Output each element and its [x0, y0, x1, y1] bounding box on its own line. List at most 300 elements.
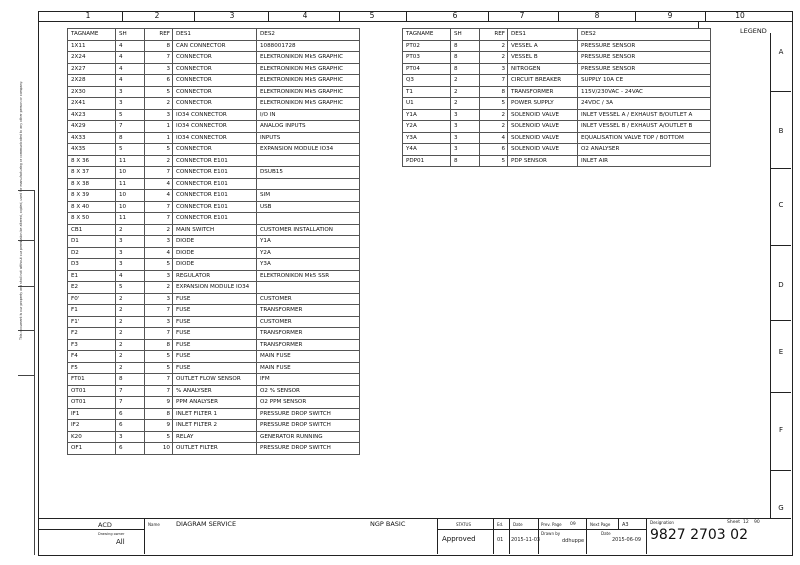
- table-cell: CONNECTOR E101: [173, 213, 257, 225]
- row-separator: [770, 91, 791, 92]
- column-header: SH: [451, 29, 480, 41]
- table-cell: 2: [480, 52, 508, 64]
- table-cell: CONNECTOR: [173, 63, 257, 75]
- table-cell: CUSTOMER INSTALLATION: [257, 224, 360, 236]
- table-cell: SOLENOID VALVE: [508, 109, 578, 121]
- table-cell: 2: [116, 316, 145, 328]
- row-separator: [770, 470, 791, 471]
- table-cell: 3: [116, 86, 145, 98]
- row-letter: D: [778, 281, 784, 289]
- drawing-name: DIAGRAM SERVICE: [176, 520, 237, 528]
- table-cell: CONNECTOR E101: [173, 178, 257, 190]
- table-cell: 1: [145, 121, 173, 133]
- table-row: [68, 305, 360, 317]
- table-cell: 7: [145, 167, 173, 179]
- table-cell: F1: [68, 305, 116, 317]
- table-cell: IO34 CONNECTOR: [173, 121, 257, 133]
- sheet-total: 90: [754, 520, 760, 525]
- row-letter: B: [778, 127, 784, 135]
- table-cell: PRESSURE SENSOR: [578, 52, 711, 64]
- table-cell: MAIN FUSE: [257, 362, 360, 374]
- table-cell: 8 X 36: [68, 155, 116, 167]
- table-row: [68, 190, 360, 202]
- date2-value: 2015-06-09: [612, 537, 642, 543]
- table-cell: INPUTS: [257, 132, 360, 144]
- table-cell: 2: [451, 98, 480, 110]
- table-cell: Y1A: [403, 109, 451, 121]
- table-row: [68, 328, 360, 340]
- table-cell: 4: [145, 190, 173, 202]
- table-cell: 5: [145, 431, 173, 443]
- table-row: [68, 132, 360, 144]
- table-cell: 5: [116, 109, 145, 121]
- table-cell: ELEKTRONIKON Mk5 SSR: [257, 270, 360, 282]
- table-cell: [257, 155, 360, 167]
- table-cell: 1: [145, 132, 173, 144]
- table-cell: PRESSURE SENSOR: [578, 40, 711, 52]
- table-cell: Y3A: [257, 259, 360, 271]
- table-cell: 8: [451, 52, 480, 64]
- table-cell: 2: [116, 351, 145, 363]
- table-cell: 3: [145, 293, 173, 305]
- table-cell: CONNECTOR E101: [173, 167, 257, 179]
- ruler-line: [38, 21, 698, 22]
- edition-label: Ed.: [497, 522, 504, 527]
- table-cell: Y1A: [257, 236, 360, 248]
- table-cell: E2: [68, 282, 116, 294]
- table-cell: NITROGEN: [508, 63, 578, 75]
- table-row: [68, 213, 360, 225]
- table-cell: PRESSURE DROP SWITCH: [257, 443, 360, 455]
- table-row: [68, 236, 360, 248]
- table-row: [403, 52, 711, 64]
- table-cell: 4: [116, 40, 145, 52]
- table-cell: 4X35: [68, 144, 116, 156]
- table-cell: 7: [145, 52, 173, 64]
- table-cell: DIODE: [173, 236, 257, 248]
- drawing-owner: All: [116, 538, 125, 546]
- table-cell: 7: [116, 397, 145, 409]
- table-cell: 2X28: [68, 75, 116, 87]
- table-cell: 3: [451, 132, 480, 144]
- table-cell: 2: [451, 86, 480, 98]
- table-row: [68, 98, 360, 110]
- table-cell: CONNECTOR E101: [173, 190, 257, 202]
- table-cell: POWER SUPPLY: [508, 98, 578, 110]
- table-cell: TRANSFORMER: [257, 305, 360, 317]
- table-cell: PRESSURE SENSOR: [578, 63, 711, 75]
- table-cell: 2: [480, 109, 508, 121]
- row-separator: [770, 168, 791, 169]
- table-cell: 1X11: [68, 40, 116, 52]
- table-cell: 3: [145, 270, 173, 282]
- column-header: TAGNAME: [403, 29, 451, 41]
- column-header: DES2: [257, 29, 360, 41]
- table-cell: F3: [68, 339, 116, 351]
- table-cell: 3: [116, 236, 145, 248]
- table-cell: SUPPLY 10A CE: [578, 75, 711, 87]
- table-cell: K20: [68, 431, 116, 443]
- table-cell: 8: [116, 374, 145, 386]
- table-cell: 9: [145, 420, 173, 432]
- column-number: 1: [85, 11, 91, 20]
- table-cell: INLET FILTER 1: [173, 408, 257, 420]
- table-header-row: [68, 29, 360, 41]
- row-ruler-line: [770, 33, 771, 518]
- table-cell: 2: [480, 40, 508, 52]
- table-cell: 7: [116, 121, 145, 133]
- table-row: [68, 144, 360, 156]
- table-cell: 2: [116, 293, 145, 305]
- table-cell: FT01: [68, 374, 116, 386]
- table-cell: 8 X 40: [68, 201, 116, 213]
- table-cell: F2: [68, 328, 116, 340]
- table-cell: MAIN FUSE: [257, 351, 360, 363]
- column-number: 6: [452, 11, 458, 20]
- table-cell: [257, 178, 360, 190]
- table-cell: 4X33: [68, 132, 116, 144]
- table-cell: PT03: [403, 52, 451, 64]
- edition-value: 01: [497, 537, 504, 543]
- table-cell: CB1: [68, 224, 116, 236]
- table-cell: 5: [145, 86, 173, 98]
- next-page-label: Next Page: [590, 522, 611, 527]
- table-cell: 4: [145, 247, 173, 259]
- table-cell: 8 X 50: [68, 213, 116, 225]
- table-cell: 24VDC / 3A: [578, 98, 711, 110]
- table-cell: 6: [116, 408, 145, 420]
- project-name: NGP BASIC: [370, 520, 406, 528]
- table-cell: 4: [145, 178, 173, 190]
- table-cell: 9: [145, 397, 173, 409]
- table-row: [68, 178, 360, 190]
- table-header-row: [403, 29, 711, 41]
- table-cell: 2: [116, 328, 145, 340]
- table-cell: 5: [145, 351, 173, 363]
- table-cell: 8: [480, 86, 508, 98]
- table-cell: 1088001728: [257, 40, 360, 52]
- sheet-label: Sheet: [727, 520, 741, 525]
- table-row: [68, 293, 360, 305]
- table-cell: VESSEL B: [508, 52, 578, 64]
- table-cell: 4: [116, 75, 145, 87]
- table-cell: CONNECTOR: [173, 52, 257, 64]
- table-row: [68, 420, 360, 432]
- sheet-number: 12: [743, 520, 749, 525]
- table-cell: ELEKTRONIKON Mk5 GRAPHIC: [257, 86, 360, 98]
- date2-label: Date: [601, 531, 611, 536]
- table-cell: 7: [145, 201, 173, 213]
- table-cell: 7: [145, 305, 173, 317]
- table-cell: CONNECTOR: [173, 75, 257, 87]
- column-separator: [705, 11, 706, 21]
- row-letter: G: [778, 504, 784, 512]
- table-cell: 2X30: [68, 86, 116, 98]
- table-cell: 3: [451, 109, 480, 121]
- legend-label: LEGEND: [740, 27, 767, 35]
- table-cell: PRESSURE DROP SWITCH: [257, 408, 360, 420]
- table-cell: 7: [145, 374, 173, 386]
- table-cell: RELAY: [173, 431, 257, 443]
- table-row: [68, 259, 360, 271]
- table-row: [68, 408, 360, 420]
- table-cell: 115V/230VAC - 24VAC: [578, 86, 711, 98]
- table-row: [68, 75, 360, 87]
- table-cell: 4: [116, 63, 145, 75]
- table-cell: 7: [116, 385, 145, 397]
- table-cell: PT04: [403, 63, 451, 75]
- column-number: 8: [594, 11, 600, 20]
- table-cell: 3: [145, 109, 173, 121]
- table-cell: 8: [145, 339, 173, 351]
- table-cell: 8: [451, 63, 480, 75]
- table-cell: ELEKTRONIKON Mk5 GRAPHIC: [257, 63, 360, 75]
- table-cell: D3: [68, 259, 116, 271]
- drawn-by-value: ddhuppe: [562, 538, 585, 544]
- table-cell: CONNECTOR: [173, 144, 257, 156]
- row-letter: A: [778, 48, 784, 56]
- table-cell: INLET AIR: [578, 155, 711, 167]
- table-cell: 2: [116, 224, 145, 236]
- table-cell: MAIN SWITCH: [173, 224, 257, 236]
- table-cell: INLET FILTER 2: [173, 420, 257, 432]
- column-separator: [488, 11, 489, 21]
- table-cell: 8: [116, 132, 145, 144]
- table-cell: CONNECTOR: [173, 98, 257, 110]
- row-letter: C: [778, 201, 784, 209]
- table-cell: 7: [145, 328, 173, 340]
- table-row: [68, 316, 360, 328]
- table-cell: [257, 282, 360, 294]
- table-row: [68, 339, 360, 351]
- table-cell: Y3A: [403, 132, 451, 144]
- table-cell: 8: [145, 40, 173, 52]
- table-row: [403, 63, 711, 75]
- table-cell: 4X29: [68, 121, 116, 133]
- table-row: [403, 155, 711, 167]
- table-row: [68, 270, 360, 282]
- table-cell: % ANALYSER: [173, 385, 257, 397]
- table-cell: 4: [116, 52, 145, 64]
- left-margin-tick: [18, 375, 34, 376]
- column-number: 5: [369, 11, 375, 20]
- table-cell: 3: [116, 431, 145, 443]
- drawn-by-label: Drawn by: [541, 531, 561, 536]
- table-cell: 7: [145, 385, 173, 397]
- column-header: DES1: [508, 29, 578, 41]
- table-cell: IF1: [68, 408, 116, 420]
- column-header: TAGNAME: [68, 29, 116, 41]
- table-cell: PRESSURE DROP SWITCH: [257, 420, 360, 432]
- table-cell: 5: [480, 98, 508, 110]
- table-cell: Q3: [403, 75, 451, 87]
- date-value: 2015-11-03: [511, 537, 541, 543]
- column-header: REF: [145, 29, 173, 41]
- table-cell: FUSE: [173, 328, 257, 340]
- table-cell: Y2A: [257, 247, 360, 259]
- table-row: [403, 144, 711, 156]
- column-number: 3: [229, 11, 235, 20]
- table-cell: 10: [116, 167, 145, 179]
- table-cell: 3: [116, 247, 145, 259]
- table-cell: F4: [68, 351, 116, 363]
- table-cell: IO34 CONNECTOR: [173, 132, 257, 144]
- table-cell: 11: [116, 213, 145, 225]
- table-cell: 7: [480, 75, 508, 87]
- table-cell: 8 X 37: [68, 167, 116, 179]
- table-cell: CIRCUIT BREAKER: [508, 75, 578, 87]
- table-cell: F5: [68, 362, 116, 374]
- table-row: [68, 201, 360, 213]
- table-cell: OUTLET FILTER: [173, 443, 257, 455]
- table-cell: REGULATOR: [173, 270, 257, 282]
- drawing-owner-label: Drawing owner: [98, 532, 125, 536]
- row-separator: [770, 245, 791, 246]
- table-cell: CUSTOMER: [257, 293, 360, 305]
- table-row: [403, 98, 711, 110]
- table-cell: DIODE: [173, 259, 257, 271]
- table-cell: 10: [145, 443, 173, 455]
- table-cell: O2 % SENSOR: [257, 385, 360, 397]
- table-cell: GENERATOR RUNNING: [257, 431, 360, 443]
- table-cell: 8: [145, 408, 173, 420]
- table-cell: ELEKTRONIKON Mk5 GRAPHIC: [257, 52, 360, 64]
- table-cell: 6: [116, 443, 145, 455]
- table-cell: D2: [68, 247, 116, 259]
- column-number: 7: [519, 11, 525, 20]
- name-label: Name: [148, 522, 160, 527]
- table-cell: 2X24: [68, 52, 116, 64]
- table-row: [68, 247, 360, 259]
- designation-number: 9827 2703 02: [650, 527, 748, 543]
- table-cell: EQUALISATION VALVE TOP / BOTTOM: [578, 132, 711, 144]
- column-header: SH: [116, 29, 145, 41]
- table-cell: CONNECTOR: [173, 86, 257, 98]
- table-cell: DIODE: [173, 247, 257, 259]
- table-cell: FUSE: [173, 293, 257, 305]
- component-table-right: [402, 28, 711, 167]
- table-cell: CONNECTOR E101: [173, 201, 257, 213]
- table-cell: TRANSFORMER: [257, 339, 360, 351]
- table-cell: TRANSFORMER: [257, 328, 360, 340]
- table-cell: 3: [451, 144, 480, 156]
- table-cell: USB: [257, 201, 360, 213]
- table-cell: 2X27: [68, 63, 116, 75]
- table-cell: FUSE: [173, 362, 257, 374]
- row-separator: [770, 320, 791, 321]
- table-cell: 4X23: [68, 109, 116, 121]
- table-cell: 8: [451, 40, 480, 52]
- table-row: [68, 351, 360, 363]
- table-row: [68, 167, 360, 179]
- table-cell: FUSE: [173, 305, 257, 317]
- table-row: [403, 86, 711, 98]
- format-value: A3: [622, 522, 629, 528]
- table-row: [68, 109, 360, 121]
- column-header: DES1: [173, 29, 257, 41]
- column-separator: [635, 11, 636, 21]
- table-row: [68, 121, 360, 133]
- table-cell: 2: [116, 339, 145, 351]
- table-cell: EXPANSION MODULE IO34: [173, 282, 257, 294]
- table-cell: 8: [451, 155, 480, 167]
- table-cell: 3: [451, 121, 480, 133]
- table-cell: CUSTOMER: [257, 316, 360, 328]
- column-separator: [339, 11, 340, 21]
- table-cell: SOLENOID VALVE: [508, 132, 578, 144]
- table-cell: INLET VESSEL A / EXHAUST B/OUTLET A: [578, 109, 711, 121]
- table-cell: 7: [145, 213, 173, 225]
- table-cell: 3: [116, 98, 145, 110]
- table-cell: 11: [116, 178, 145, 190]
- table-cell: I/O IN: [257, 109, 360, 121]
- column-header: DES2: [578, 29, 711, 41]
- table-cell: ELEKTRONIKON Mk5 GRAPHIC: [257, 75, 360, 87]
- table-cell: 6: [116, 420, 145, 432]
- table-cell: FUSE: [173, 351, 257, 363]
- table-cell: 2: [145, 224, 173, 236]
- table-cell: VESSEL A: [508, 40, 578, 52]
- designation-label: Designation: [650, 520, 674, 525]
- table-cell: O2 PPM SENSOR: [257, 397, 360, 409]
- row-letter: F: [778, 426, 784, 434]
- column-number: 9: [667, 11, 673, 20]
- copyright-note: This document is our property and shall not without our permission be altered, copied, used for manufacturing or communicated to any other person or company.: [19, 80, 23, 340]
- table-cell: 8 X 39: [68, 190, 116, 202]
- table-row: [68, 397, 360, 409]
- table-cell: TRANSFORMER: [508, 86, 578, 98]
- table-row: [403, 40, 711, 52]
- prev-page-value: 09: [570, 522, 576, 527]
- column-separator: [406, 11, 407, 21]
- table-row: [68, 155, 360, 167]
- table-cell: OT01: [68, 397, 116, 409]
- table-cell: T1: [403, 86, 451, 98]
- table-cell: 4: [116, 270, 145, 282]
- table-row: [68, 52, 360, 64]
- status-label: STATUS: [456, 522, 472, 527]
- table-cell: IFM: [257, 374, 360, 386]
- table-row: [68, 374, 360, 386]
- table-row: [68, 282, 360, 294]
- table-cell: 5: [116, 144, 145, 156]
- column-number: 4: [302, 11, 308, 20]
- table-cell: PDP01: [403, 155, 451, 167]
- prev-page-label: Prev. Page: [541, 522, 562, 527]
- component-table-left: [67, 28, 360, 455]
- table-cell: DSUB15: [257, 167, 360, 179]
- table-row: [68, 86, 360, 98]
- table-row: [68, 443, 360, 455]
- table-cell: 11: [116, 155, 145, 167]
- legend-box: [698, 21, 792, 34]
- table-cell: F1': [68, 316, 116, 328]
- table-cell: 5: [480, 155, 508, 167]
- row-letter: E: [778, 348, 784, 356]
- table-cell: 10: [116, 190, 145, 202]
- table-cell: 2: [145, 98, 173, 110]
- table-cell: [257, 213, 360, 225]
- table-cell: 3: [145, 316, 173, 328]
- table-cell: ELEKTRONIKON Mk5 GRAPHIC: [257, 98, 360, 110]
- company-name: ACD: [98, 521, 112, 529]
- table-cell: 10: [116, 201, 145, 213]
- table-cell: PPM ANALYSER: [173, 397, 257, 409]
- table-cell: CAN CONNECTOR: [173, 40, 257, 52]
- column-separator: [194, 11, 195, 21]
- table-row: [68, 63, 360, 75]
- table-cell: OUTLET FLOW SENSOR: [173, 374, 257, 386]
